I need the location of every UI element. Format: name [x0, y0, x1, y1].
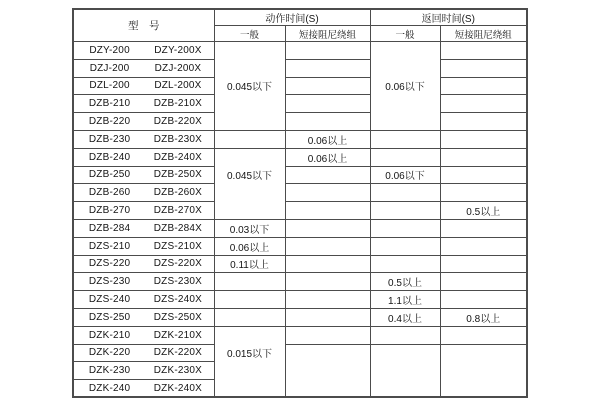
empty-value-cell: [440, 59, 527, 77]
model-name-primary: DZK-240: [88, 382, 131, 394]
empty-value-cell: [440, 255, 527, 273]
model-cell: [73, 273, 214, 291]
empty-value-cell: [285, 273, 370, 291]
empty-value-cell: [285, 166, 370, 184]
empty-value-cell: [214, 273, 285, 291]
empty-value-cell: [370, 202, 440, 220]
model-name-variant: DZB-240X: [153, 151, 203, 163]
model-name-variant: DZB-270X: [153, 205, 203, 217]
empty-value-cell: [440, 166, 527, 184]
model-name-primary: DZJ-200: [89, 62, 130, 74]
model-name-primary: DZS-210: [88, 240, 131, 252]
empty-value-cell: [440, 237, 527, 255]
empty-value-cell: [285, 184, 370, 202]
return-general-value-cell: 1.1以上: [370, 291, 440, 309]
header-return-damped: 短接阻尼绕组: [440, 26, 527, 42]
table-row: [73, 130, 527, 148]
table-body: [73, 42, 527, 398]
empty-value-cell: [370, 148, 440, 166]
model-name-primary: DZK-230: [88, 365, 131, 377]
model-cell: [73, 237, 214, 255]
header-action-damped: 短接阻尼绕组: [285, 26, 370, 42]
model-name-variant: DZK-220X: [153, 347, 203, 359]
model-cell: [73, 380, 214, 398]
action-damped-value-cell: 0.06以上: [285, 148, 370, 166]
action-damped-value-cell: 0.06以上: [285, 130, 370, 148]
model-name-primary: DZB-210: [88, 98, 131, 110]
header-action-general: 一般: [214, 26, 285, 42]
model-name-variant: DZB-230X: [153, 133, 203, 145]
model-name-primary: DZB-240: [88, 151, 131, 163]
header-group-row: [73, 9, 527, 26]
empty-value-cell: [370, 326, 440, 344]
table-row: [73, 202, 527, 220]
model-name-variant: DZK-230X: [153, 365, 203, 377]
empty-value-cell: [370, 255, 440, 273]
model-name-variant: DZS-250X: [153, 311, 203, 323]
header-return-general: 一般: [370, 26, 440, 42]
empty-value-cell: [285, 308, 370, 326]
empty-value-cell: [285, 326, 370, 344]
model-name-variant: DZB-210X: [153, 98, 203, 110]
table-row: [73, 166, 527, 184]
table-row: [73, 326, 527, 344]
model-name-primary: DZB-270: [88, 205, 131, 217]
model-name-primary: DZB-230: [88, 133, 131, 145]
empty-value-cell: [370, 184, 440, 202]
model-name-variant: DZB-220X: [153, 116, 203, 128]
model-name-primary: DZK-210: [88, 329, 131, 341]
header-action-time: 动作时间(S): [214, 9, 370, 26]
model-name-primary: DZS-240: [88, 294, 131, 306]
model-cell: [73, 219, 214, 237]
model-name-variant: DZS-210X: [153, 240, 203, 252]
empty-value-cell: [440, 291, 527, 309]
empty-value-cell: [370, 237, 440, 255]
table-row: [73, 113, 527, 131]
model-name-primary: DZS-230: [88, 276, 131, 288]
model-name-primary: DZB-220: [88, 116, 131, 128]
empty-value-cell: [285, 255, 370, 273]
return-general-value-cell: 0.4以上: [370, 308, 440, 326]
model-name-variant: DZS-240X: [153, 294, 203, 306]
table-row: [73, 237, 527, 255]
empty-value-cell: [370, 130, 440, 148]
table-row: [73, 77, 527, 95]
table-row: [73, 59, 527, 77]
model-name-variant: DZY-200X: [154, 44, 202, 56]
model-cell: [73, 202, 214, 220]
empty-value-cell: [440, 184, 527, 202]
model-cell: [73, 113, 214, 131]
header-return-time: 返回时间(S): [370, 9, 527, 26]
empty-value-cell: [285, 219, 370, 237]
action-general-value-cell: 0.015以下: [214, 326, 285, 397]
return-damped-value-cell: 0.8以上: [440, 308, 527, 326]
empty-value-cell: [285, 77, 370, 95]
header-model: 型 号: [73, 9, 214, 42]
model-name-primary: DZS-250: [88, 311, 131, 323]
empty-value-cell: [440, 326, 527, 344]
model-cell: [73, 344, 214, 362]
model-name-variant: DZJ-200X: [154, 62, 202, 74]
model-cell: [73, 130, 214, 148]
return-general-value-cell: 0.06以下: [370, 42, 440, 131]
action-general-value-cell: 0.03以下: [214, 219, 285, 237]
model-name-variant: DZK-210X: [153, 329, 203, 341]
model-cell: [73, 308, 214, 326]
model-cell: [73, 326, 214, 344]
model-name-variant: DZB-260X: [153, 187, 203, 199]
table-row: [73, 42, 527, 60]
model-cell: [73, 291, 214, 309]
table-row: [73, 219, 527, 237]
empty-value-cell: [214, 308, 285, 326]
relay-spec-table: [72, 8, 528, 398]
table-row: [73, 95, 527, 113]
table-row: [73, 148, 527, 166]
empty-value-cell: [285, 202, 370, 220]
model-name-primary: DZS-220: [88, 258, 131, 270]
model-cell: [73, 184, 214, 202]
model-cell: [73, 255, 214, 273]
action-general-value-cell: 0.045以下: [214, 42, 285, 131]
empty-value-cell: [440, 273, 527, 291]
empty-value-cell: [285, 291, 370, 309]
empty-value-cell: [440, 95, 527, 113]
empty-value-cell: [370, 344, 440, 397]
model-name-variant: DZB-250X: [153, 169, 203, 181]
model-name-variant: DZB-284X: [153, 222, 203, 234]
table-header: [73, 9, 527, 42]
return-general-value-cell: 0.5以上: [370, 273, 440, 291]
model-cell: [73, 95, 214, 113]
model-cell: [73, 148, 214, 166]
empty-value-cell: [285, 42, 370, 60]
table-row: [73, 184, 527, 202]
model-name-primary: DZY-200: [89, 44, 130, 56]
return-general-value-cell: 0.06以下: [370, 166, 440, 184]
model-name-variant: DZL-200X: [154, 80, 202, 92]
model-cell: [73, 42, 214, 60]
model-name-primary: DZB-284: [88, 222, 131, 234]
action-general-value-cell: 0.045以下: [214, 148, 285, 219]
model-name-primary: DZL-200: [89, 80, 130, 92]
table-row: [73, 344, 527, 362]
empty-value-cell: [440, 77, 527, 95]
empty-value-cell: [214, 291, 285, 309]
model-name-variant: DZS-230X: [153, 276, 203, 288]
empty-value-cell: [285, 113, 370, 131]
model-name-variant: DZS-220X: [153, 258, 203, 270]
model-name-primary: DZB-260: [88, 187, 131, 199]
empty-value-cell: [285, 237, 370, 255]
empty-value-cell: [214, 130, 285, 148]
empty-value-cell: [440, 219, 527, 237]
empty-value-cell: [285, 344, 370, 397]
empty-value-cell: [440, 130, 527, 148]
action-general-value-cell: 0.11以上: [214, 255, 285, 273]
model-cell: [73, 166, 214, 184]
empty-value-cell: [440, 148, 527, 166]
model-cell: [73, 77, 214, 95]
table-row: [73, 255, 527, 273]
model-name-primary: DZB-250: [88, 169, 131, 181]
empty-value-cell: [440, 113, 527, 131]
empty-value-cell: [440, 344, 527, 397]
empty-value-cell: [285, 95, 370, 113]
model-cell: [73, 362, 214, 380]
table-row: [73, 308, 527, 326]
empty-value-cell: [440, 42, 527, 60]
action-general-value-cell: 0.06以上: [214, 237, 285, 255]
table-row: [73, 273, 527, 291]
model-cell: [73, 59, 214, 77]
model-name-primary: DZK-220: [88, 347, 131, 359]
empty-value-cell: [370, 219, 440, 237]
model-name-variant: DZK-240X: [153, 382, 203, 394]
empty-value-cell: [285, 59, 370, 77]
return-damped-value-cell: 0.5以上: [440, 202, 527, 220]
table-row: [73, 291, 527, 309]
